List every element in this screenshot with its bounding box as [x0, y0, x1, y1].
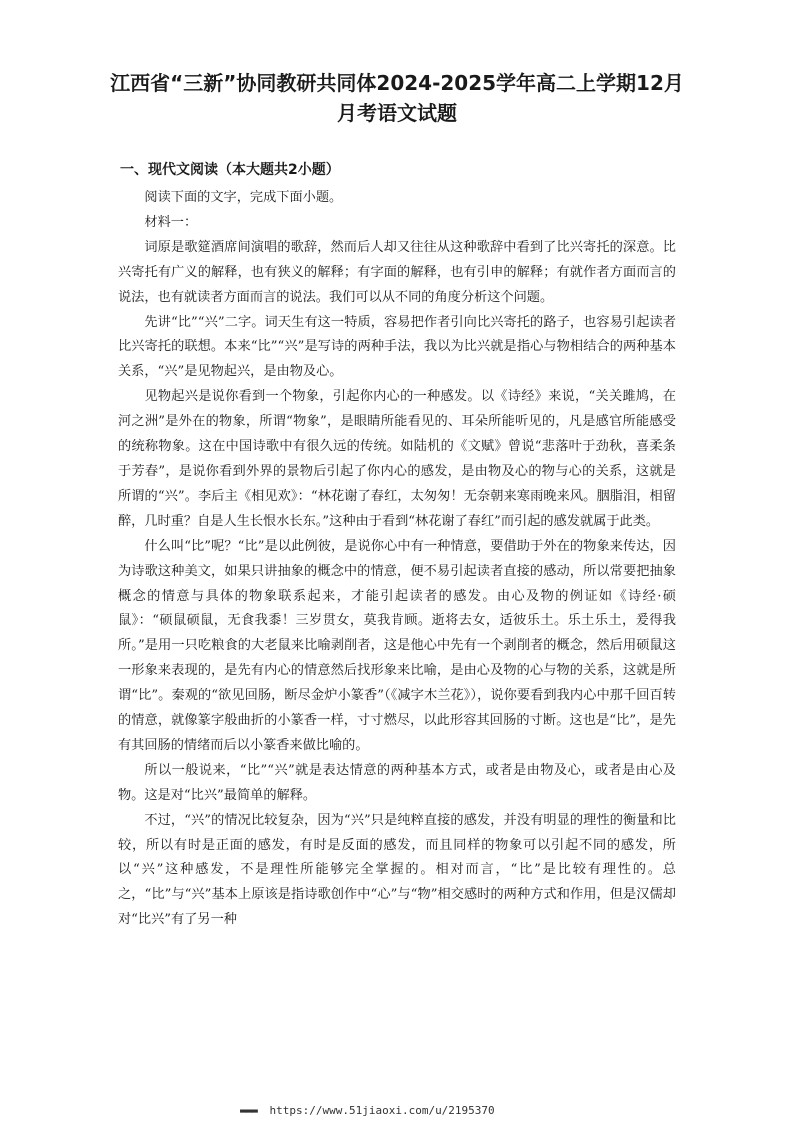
watermark-logo-icon: ▬▬▬ [240, 1104, 257, 1117]
passage-paragraph: 见物起兴是说你看到一个物象，引起你内心的一种感发。以《诗经》来说，“关关雎鸠，在河之洲”是外在的物象，所谓“物象”，是眼睛所能看见的、耳朵所能听见的，凡是感官所能感受的统称物象。这在中国诗歌中有很久远的传统。如陆机的《文赋》曾说“悲落叶于劲秋，喜柔条于芳春”，是说你看到外界的景物后引起了你内心的感发，是由物及心的物与心的关系，这就是所谓的“兴”。李后主《相见欢》：“林花谢了春红，太匆匆！无奈朝来寒雨晚来风。胭脂泪，相留醉，几时重？自是人生长恨水长东。”这种由于看到“林花谢了春红”而引起的感发就属于此类。 [118, 389, 676, 529]
passage-paragraph: 先讲“比”“兴”二字。词天生有这一特质，容易把作者引向比兴寄托的路子，也容易引起读者比兴寄托的联想。本来“比”“兴”是写诗的两种手法，我以为比兴就是指心与物相结合的两种基本关系，“兴”是见物起兴，是由物及心。 [118, 314, 676, 380]
passage-paragraph: 不过，“兴”的情况比较复杂，因为“兴”只是纯粹直接的感发，并没有明显的理性的衡量和比较，所以有时是正面的感发，有时是反面的感发，而且同样的物象可以引起不同的感发，所以“兴”这种感发，不是理性所能够完全掌握的。相对而言，“比”是比较有理性的。总之，“比”与“兴”基本上原该是指诗歌创作中“心”与“物”相交感时的两种方式和作用，但是汉儒却对“比兴”有了另一种 [118, 812, 676, 928]
material-label: 材料一： [144, 214, 198, 230]
section-heading: 一、现代文阅读（本大题共2小题） [120, 162, 340, 178]
document-title: 江西省“三新”协同教研共同体2024-2025学年高二上学期12月月考语文试题 [110, 71, 684, 125]
instruction-paragraph: 阅读下面的文字，完成下面小题。 [144, 190, 343, 205]
passage-paragraph: 所以一般说来，“比”“兴”就是表达情意的两种基本方式，或者是由物及心，或者是由心及物。这是对“比兴”最简单的解释。 [118, 762, 676, 803]
passage-paragraph: 什么叫“比”呢？“比”是以此例彼，是说你心中有一种情意，要借助于外在的物象来传达，因为诗歌这种美文，如果只讲抽象的概念中的情意，便不易引起读者直接的感动，所以常要把抽象概念的情意与具体的物象联系起来，才能引起读者的感发。由心及物的例证如《诗经·硕鼠》：“硕鼠硕鼠，无食我黍！三岁贯女，莫我肯顾。逝将去女，适彼乐土。乐土乐土，爰得我所。”是用一只吃粮食的大老鼠来比喻剥削者，这是他心中先有一个剥削者的概念，然后用硕鼠这一形象来表现的，是先有内心的情意然后找形象来比喻，是由心及物的心与物的关系，这就是所谓“比”。秦观的“欲见回肠，断尽金炉小篆香”（《减字木兰花》），说你要看到我内心中那千回百转的情意，就像篆字般曲折的小篆香一样，寸寸燃尽，以此形容其回肠的寸断。这也是“比”，是先有其回肠的情绪而后以小篆香来做比喻的。 [118, 538, 676, 753]
page-footer [240, 1104, 554, 1118]
reading-passage [118, 186, 676, 933]
passage-paragraph: 词原是歌筵酒席间演唱的歌辞，然而后人却又往往从这种歌辞中看到了比兴寄托的深意。比兴寄托有广义的解释，也有狭义的解释；有字面的解释，也有引申的解释；有就作者方面而言的说法，也有就读者方面而言的说法。我们可以从不同的角度分析这个问题。 [118, 239, 676, 305]
footer-url-link[interactable]: https://www.51jiaoxi.com/u/2195370 [269, 1104, 495, 1117]
